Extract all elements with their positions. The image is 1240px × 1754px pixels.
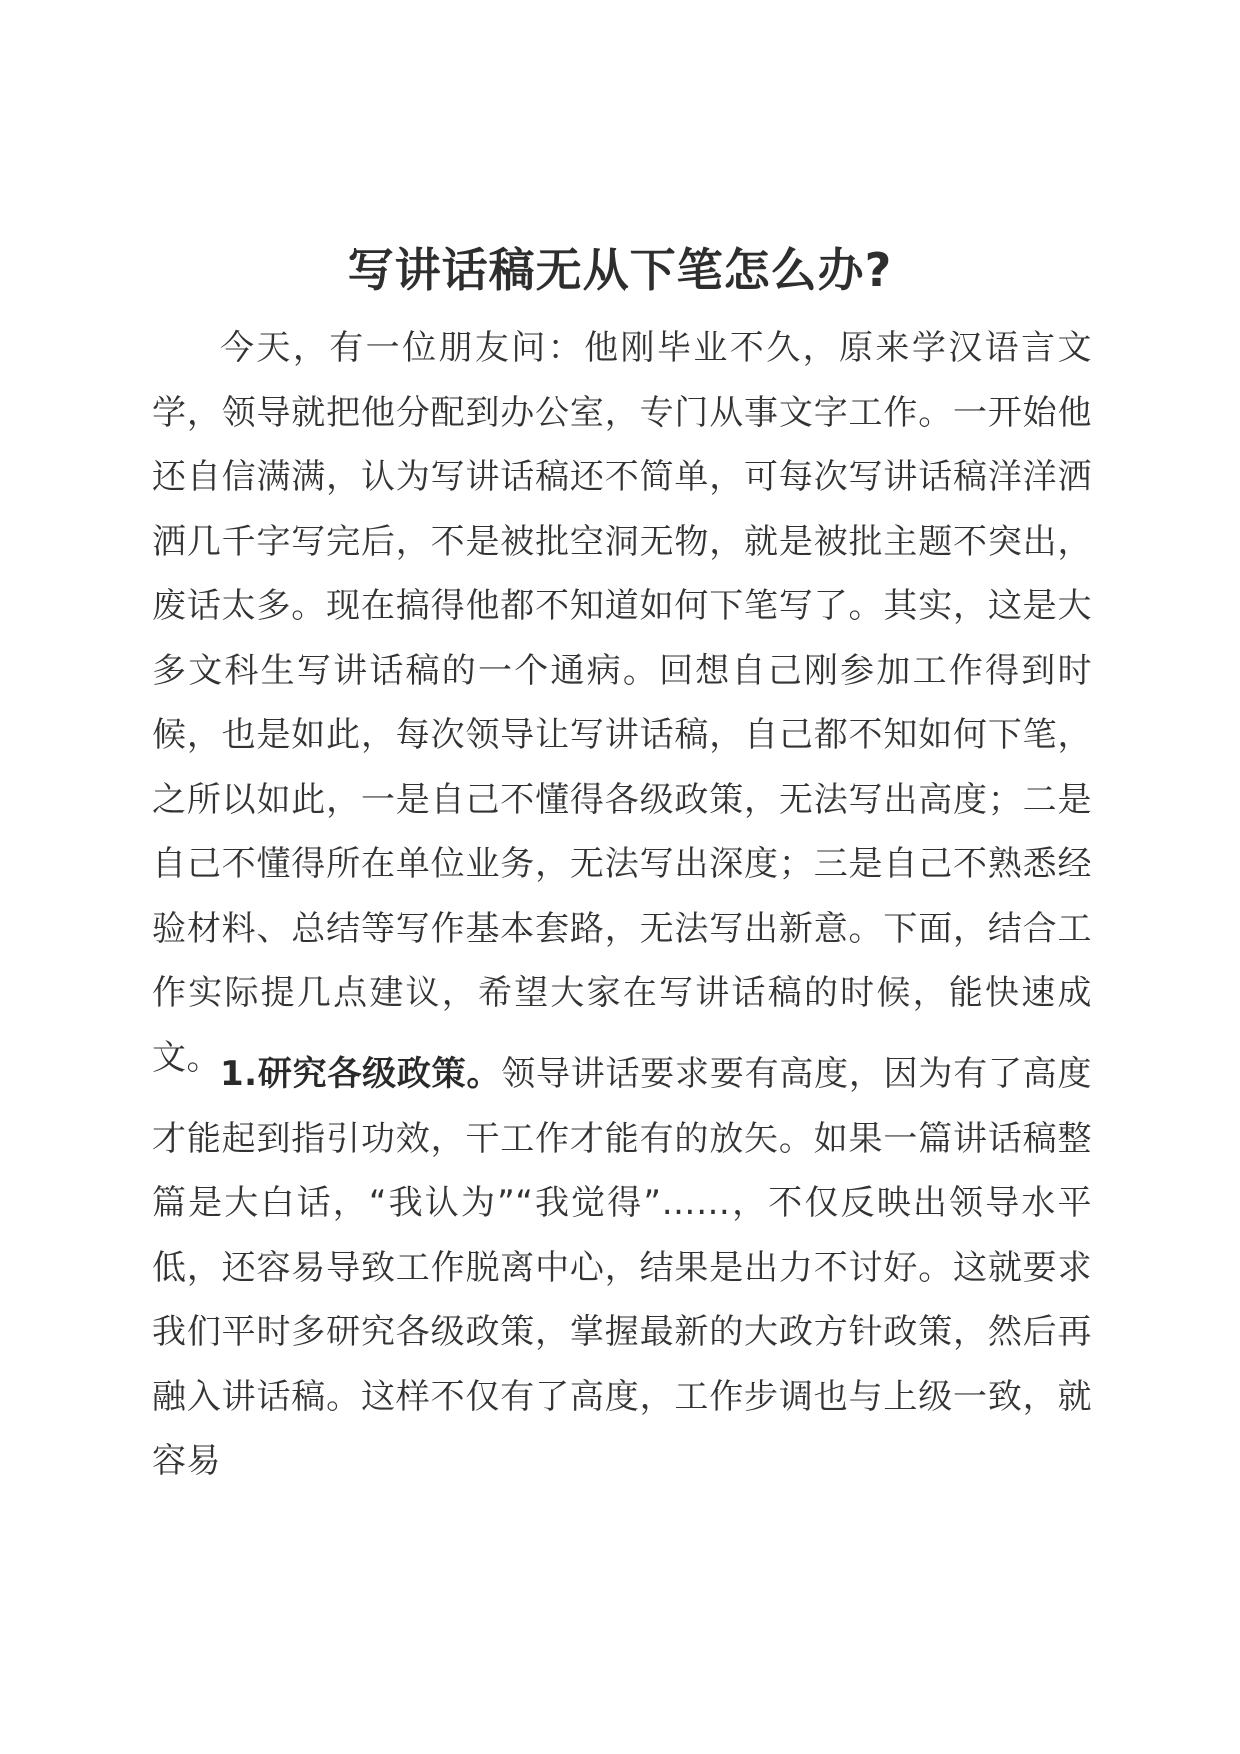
paragraph-text: 今天，有一位朋友问：他刚毕业不久，原来学汉语言文学，领导就把他分配到办公室，专门从事文字工作。一开始他还自信满满，认为写讲话稿还不简单，可每次写讲话稿洋洋洒洒几千字写完后，不是被批空洞无物，就是被批主题不突出，废话太多。现在搞得他都不知道如何下笔写了。其实，这是大多文科生写讲话稿的一个通病。回想自己刚参加工作得到时候，也是如此，每次领导让写讲话稿，自己都不知如何下笔，之所以如此，一是自己不懂得各级政策，无法写出高度；二是自己不懂得所在单位业务，无法写出深度；三是自己不熟悉经验材料、总结等写作基本套路，无法写出新意。下面，结合工作实际提几点建议，希望大家在写讲话稿的时候，能快速成文。 <box>152 328 1092 1078</box>
paragraph-lead-heading: 1.研究各级政策。 <box>220 1054 502 1094</box>
body-paragraph-point-1 <box>152 1042 1092 1494</box>
paragraph-text: 领导讲话要求要有高度，因为有了高度才能起到指引功效，干工作才能有的放矢。如果一篇讲话稿整篇是大白话，“我认为”“我觉得”……，不仅反映出领导水平低，还容易导致工作脱离中心，结果是出力不讨好。这就要求我们平时多研究各级政策，掌握最新的大政方针政策，然后再融入讲话稿。这样不仅有了高度，工作步调也与上级一致，就容易 <box>152 1054 1092 1481</box>
body-paragraph-intro <box>152 316 1092 1090</box>
document-title: 写讲话稿无从下笔怎么办? <box>347 243 893 297</box>
